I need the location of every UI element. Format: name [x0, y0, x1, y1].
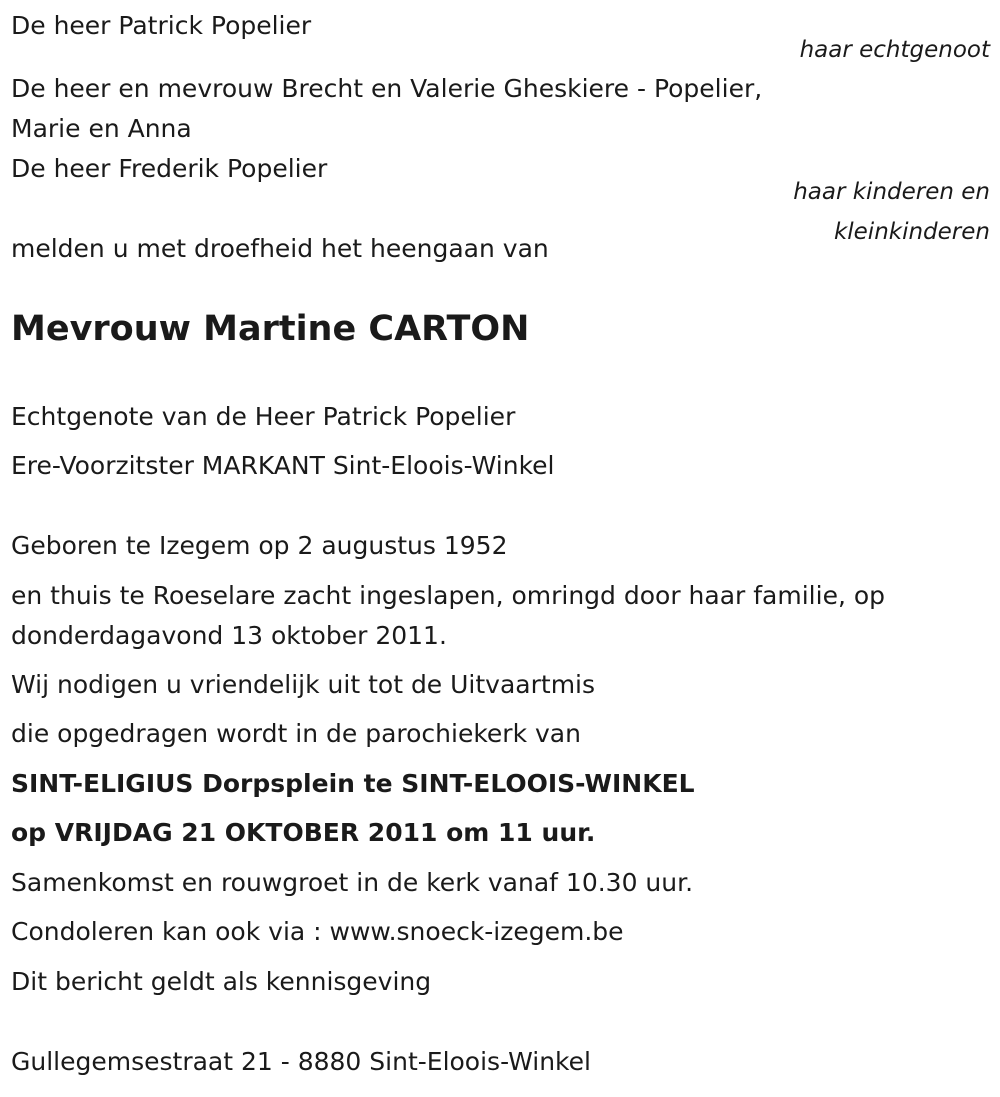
born-text: Geboren te Izegem op 2 augustus 1952: [11, 531, 508, 560]
funeral-date: op VRIJDAG 21 OKTOBER 2011 om 11 uur.: [11, 818, 596, 847]
deceased-name: Mevrouw Martine CARTON: [11, 309, 530, 349]
address-text: Gullegemsestraat 21 - 8880 Sint-Eloois-Winkel: [11, 1047, 591, 1076]
children-role-line1: haar kinderen en: [793, 179, 990, 205]
passed-line1: en thuis te Roeselare zacht ingeslapen, omringd door haar familie, op: [11, 581, 886, 610]
spouse-role: haar echtgenoot: [799, 37, 990, 63]
child2-name: De heer Frederik Popelier: [11, 154, 328, 183]
child1-line1: De heer en mevrouw Brecht en Valerie Gheskiere - Popelier,: [11, 74, 763, 103]
invitation-text: Wij nodigen u vriendelijk uit tot de Uitvaartmis: [11, 670, 596, 699]
gathering-text: Samenkomst en rouwgroet in de kerk vanaf 10.30 uur.: [11, 868, 694, 897]
church-location: SINT-ELIGIUS Dorpsplein te SINT-ELOOIS-WINKEL: [11, 769, 695, 798]
deceased-relation: Echtgenote van de Heer Patrick Popelier: [11, 402, 516, 431]
deceased-title: Ere-Voorzitster MARKANT Sint-Eloois-Winkel: [11, 451, 555, 480]
spouse-name: De heer Patrick Popelier: [11, 11, 312, 40]
notice-text: Dit bericht geldt als kennisgeving: [11, 967, 432, 996]
children-role-line2: kleinkinderen: [833, 219, 990, 245]
church-intro: die opgedragen wordt in de parochiekerk van: [11, 719, 581, 748]
passed-line2: donderdagavond 13 oktober 2011.: [11, 621, 447, 650]
condolences-text: Condoleren kan ook via : www.snoeck-izegem.be: [11, 917, 624, 946]
announcement: melden u met droefheid het heengaan van: [11, 234, 549, 263]
child1-line2: Marie en Anna: [11, 114, 192, 143]
